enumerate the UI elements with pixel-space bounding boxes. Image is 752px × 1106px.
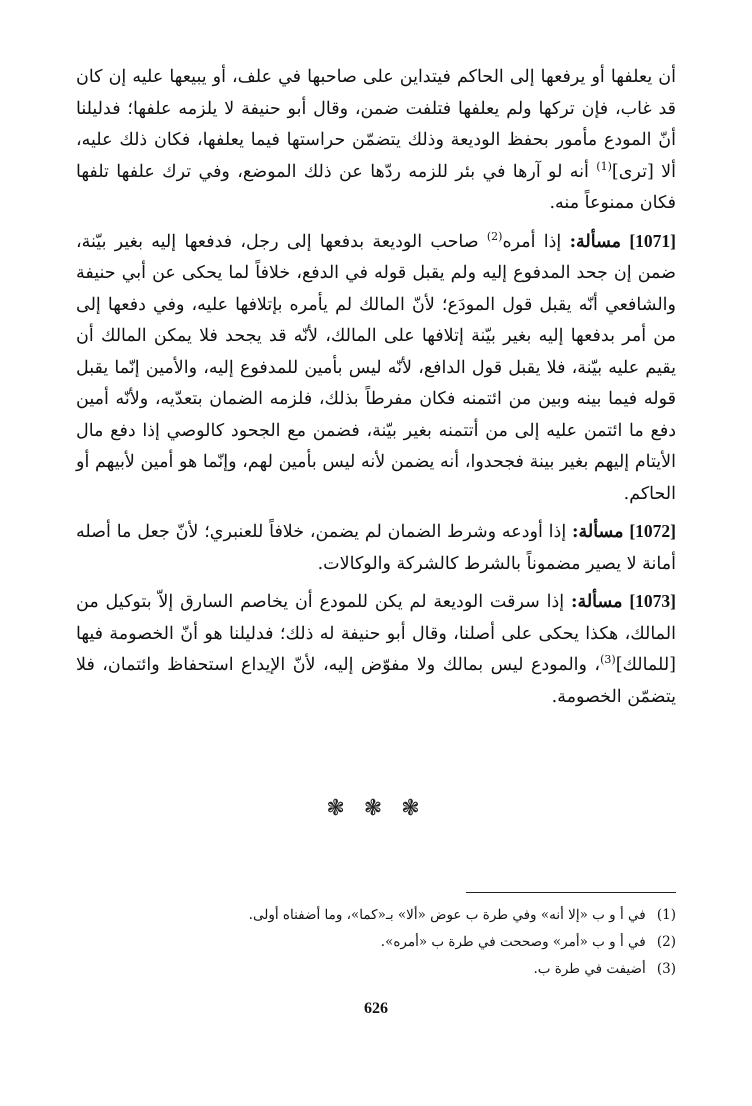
issue-paragraph — [76, 226, 676, 511]
footnote-divider — [466, 892, 676, 893]
issue-label: مسألة: — [572, 522, 624, 542]
issue-text: إذا أمره — [502, 231, 570, 252]
intro-paragraph — [76, 62, 676, 220]
issue-text: إذا أودعه وشرط الضمان لم يضمن، خلافاً للعنبري؛ لأنّ جعل ما أصله أمانة لا يصير مضموناً بالشرط كالشركة والوكالات. — [76, 522, 676, 574]
issue-label: مسألة: — [569, 231, 622, 252]
issue-text-continued: ، والمودع ليس بمالك ولا مفوّض إليه، لأنّ الإيداع استحفاظ وائتمان، فلا يتضمّن الخصومة. — [76, 655, 676, 707]
footnote-ref: (3) — [600, 653, 616, 667]
footnote-number: (3) — [656, 961, 676, 977]
footnotes — [76, 902, 676, 983]
issue-paragraph — [76, 516, 676, 580]
footnote-item — [76, 902, 676, 929]
issue-number: [1072] — [629, 521, 676, 541]
footnote-number: (1) — [656, 907, 676, 923]
issue-text: إذا سرقت الوديعة لم يكن للمودع أن يخاصم السارق إلاّ بتوكيل من المالك، هكذا يحكى على أصلنا، وقال أبو حنيفة له ذلك؛ فدليلنا هو أنّ الخصومة فيها [للمالك] — [76, 592, 676, 675]
footnote-text: في أ و ب «أمر» وصححت في طرة ب «أمره». — [380, 934, 646, 950]
footnote-ref: (1) — [596, 159, 612, 173]
footnote-ref: (2) — [486, 229, 503, 243]
section-ornament: ❃ ❃ ❃ — [326, 796, 426, 821]
main-text — [76, 62, 676, 719]
issue-text-continued: صاحب الوديعة بدفعها إلى رجل، فدفعها إليه بغير بيّنة، ضمن إن جحد المدفوع إليه ولم يقبل قوله في الدفع، خلافاً لما يحكى عن أبي حنيفة والشافعي أنّه يقبل قول المودَع؛ لأنّ المالك لم يأمره بإتلافها عليه، وفي دفعها إلى من أمر بدفعها إليه بغير بيّنة إتلافها على المالك، لأنّه قد يجحد فلا يمكن المالك أن يقيم عليه بيّنة، فلا يقبل قول الدافع، لأنّه ليس بأمين للمدفوع إليه، والأمين إنّما يقبل قوله فيما بينه وبين من ائتمنه فكان مفرطاً بذلك، فلزمه الضمان بتعدّيه، ولأنّه أمين دفع ما ائتمن عليه إلى من أتتمنه بغير بيّنة، فضمن مع الجحود كالوصي إذا دفع مال الأيتام إليهم بغير بينة فجحدوا، أنه يضمن لأنه ليس بأمين لهم، وإنّما هو أمين لأبيهم أو الحاكم. — [76, 231, 676, 504]
issue-label: مسألة: — [570, 592, 623, 612]
issue-number: [1071] — [629, 230, 676, 251]
footnote-number: (2) — [656, 934, 676, 950]
footnote-text: أضيفت في طرة ب. — [533, 961, 646, 977]
footnote-text: في أ و ب «إلا أنه» وفي طرة ب عوض «ألا» بـ«كما»، وما أضفناه أولى. — [248, 907, 646, 923]
intro-text-continued: أنه لو آرها في بئر للزمه ردّها عن ذلك الموضع، وفي ترك علفها تلفها فكان ممنوعاً منه. — [76, 161, 676, 213]
issue-paragraph — [76, 586, 676, 713]
issue-number: [1073] — [629, 591, 676, 611]
intro-text: أن يعلفها أو يرفعها إلى الحاكم فيتداين على صاحبها في علف، أو يبيعها عليه إن كان قد غاب، فإن تركها ولم يعلفها فتلفت ضمن، وقال أبو حنيفة لا يلزمه علفها؛ فدليلنا أنّ المودع مأمور بحفظ الوديعة وذلك يتضمّن حراستها فيما يعلفها، فكان ذلك عليه، ألا [ترى] — [76, 67, 676, 182]
footnote-item — [76, 956, 676, 983]
footnote-item — [76, 929, 676, 956]
page-number: 626 — [364, 1000, 388, 1017]
